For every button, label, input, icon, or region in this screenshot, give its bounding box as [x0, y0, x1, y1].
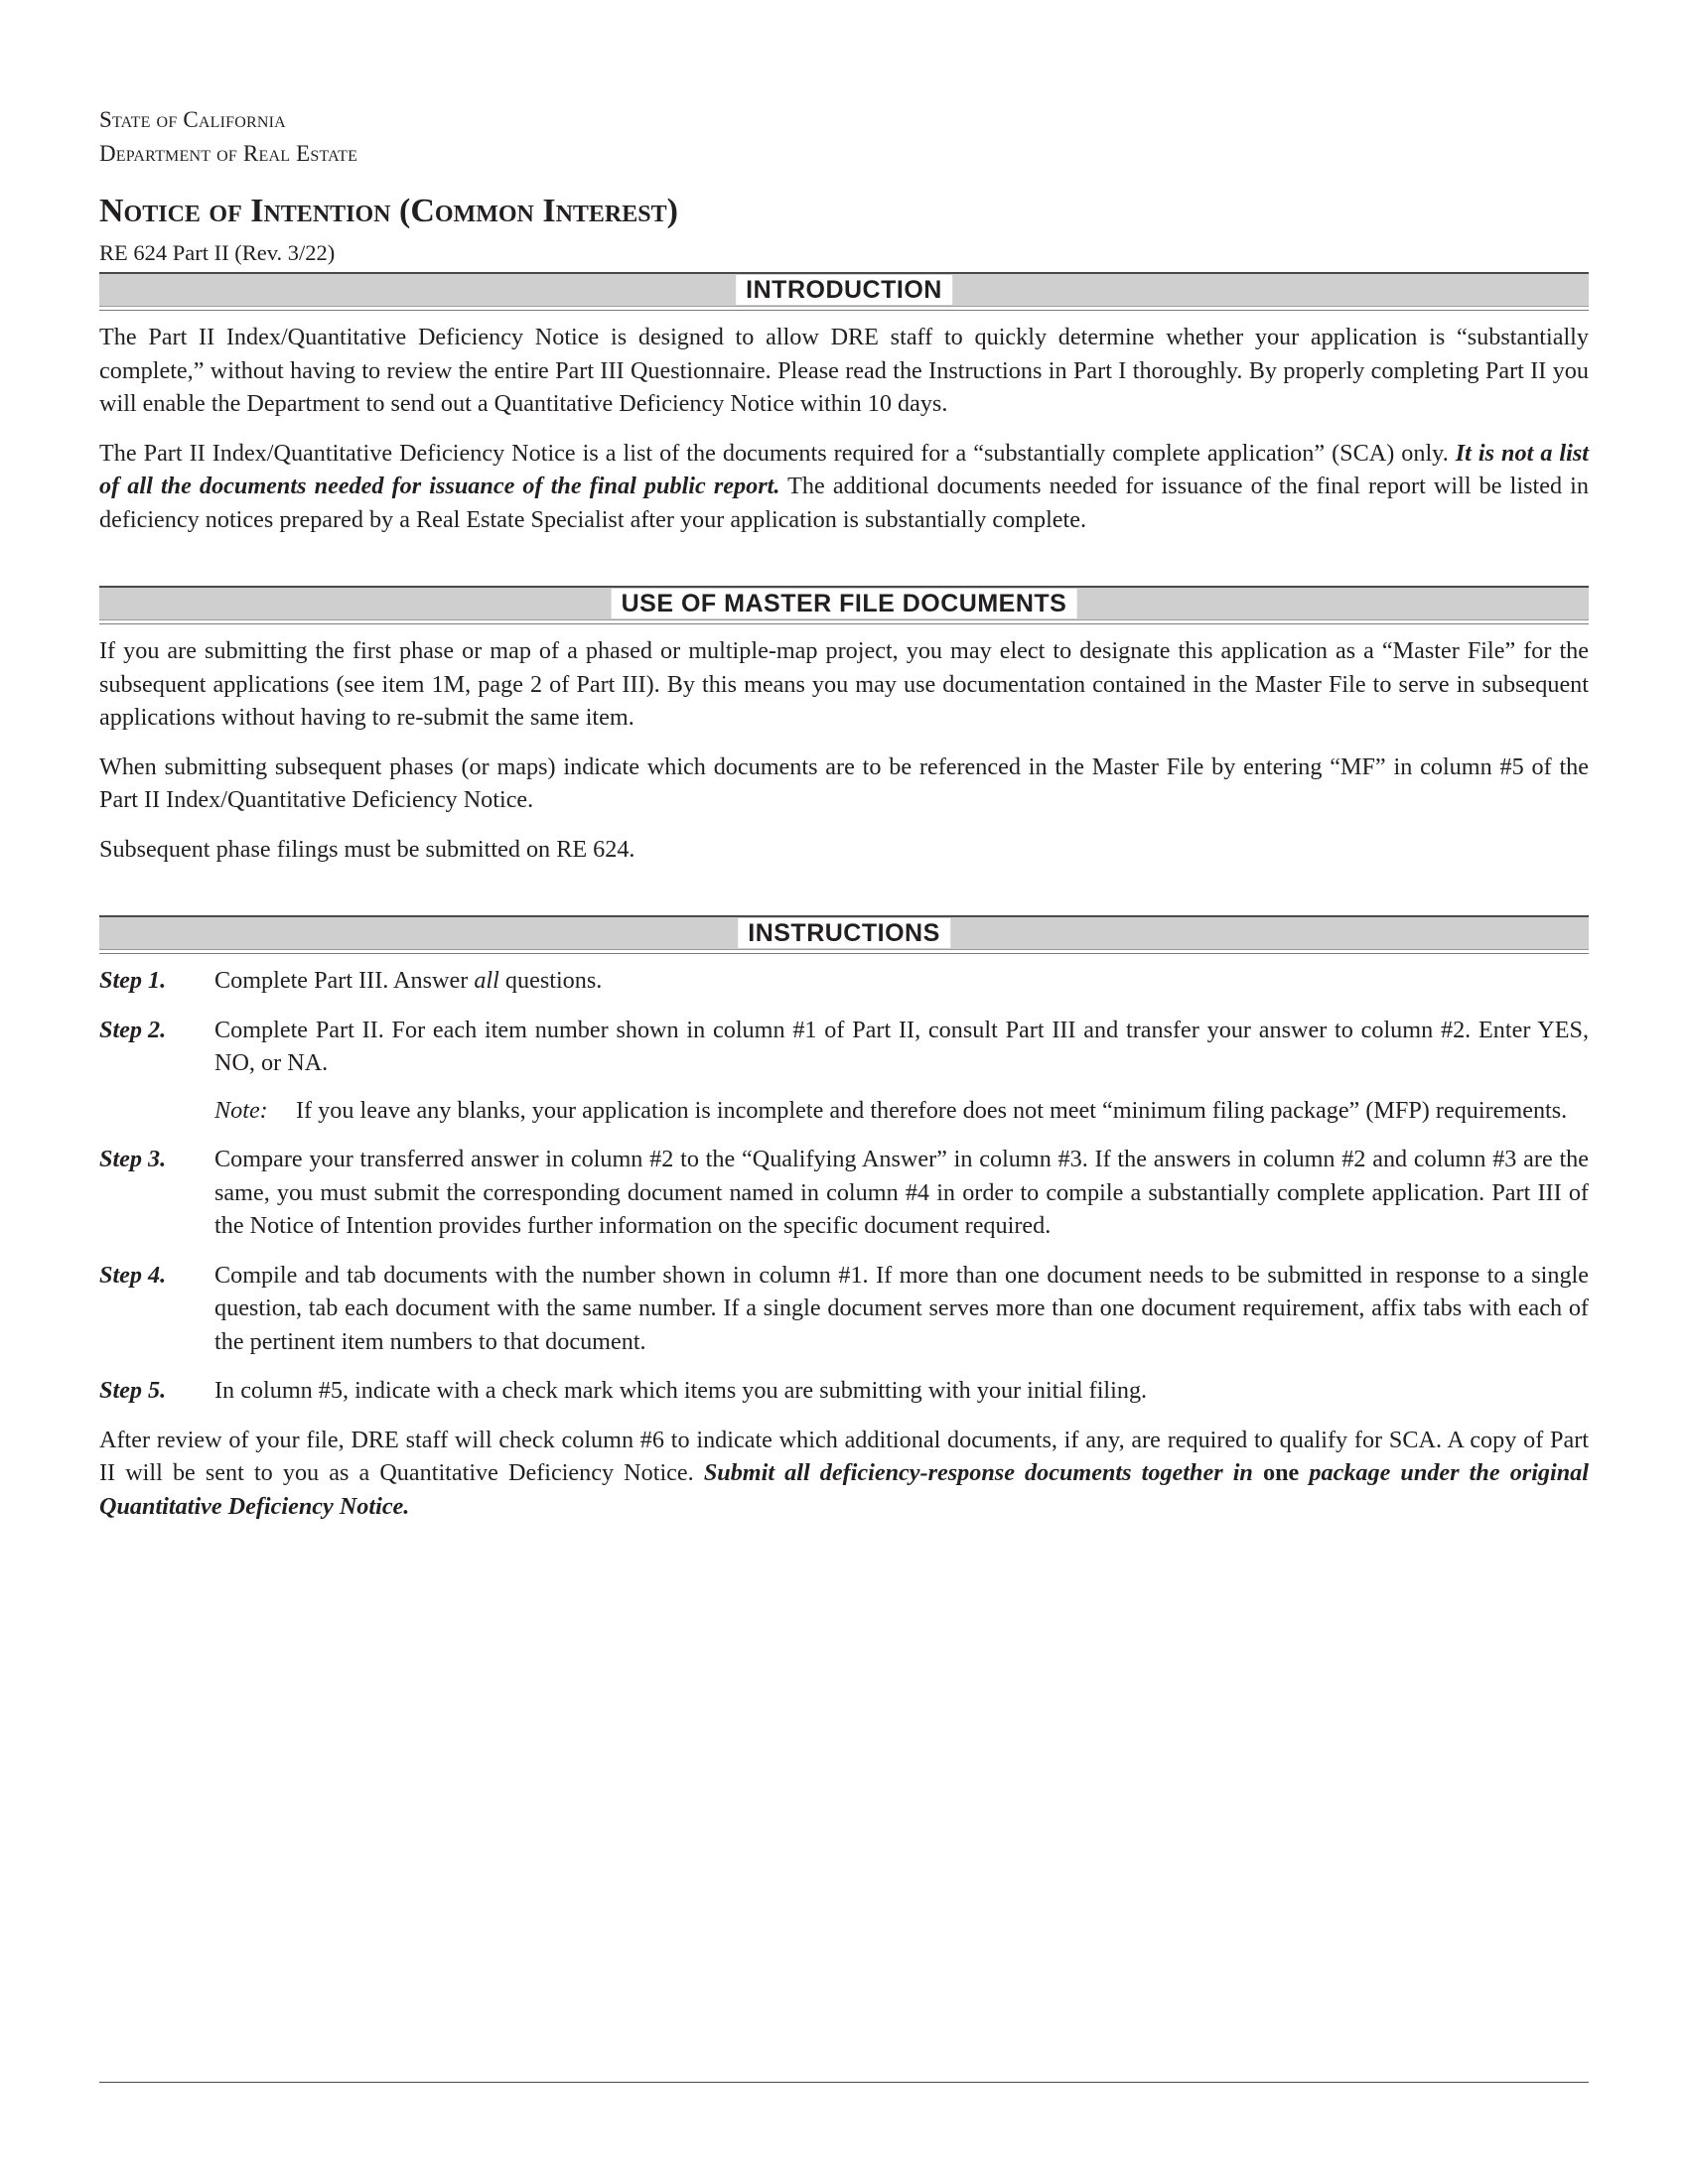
document-page [99, 103, 1589, 1523]
closing-bold-2: one [1263, 1459, 1300, 1486]
step-3-text: Compare your transferred answer in column #2 to the “Qualifying Answer” in column #3. If the answers in column #2 and column #3 are the same, you must submit the corresponding document named in column #4 in order to compile a substantially complete application. Part III of the Notice of Intention provides further information on the specific document required. [214, 1146, 1589, 1239]
step-2-note [214, 1094, 1589, 1128]
step-3-label: Step 3. [99, 1146, 167, 1172]
master-file-heading: USE OF MASTER FILE DOCUMENTS [612, 589, 1077, 618]
step-1-text-b: questions. [498, 967, 603, 994]
master-file-paragraph-3: Subsequent phase filings must be submitted on RE 624. [99, 835, 635, 863]
instructions-heading: INSTRUCTIONS [738, 918, 950, 948]
note-text: If you leave any blanks, your application is incomplete and therefore does not meet “minimum filing package” (MFP) requirements. [296, 1096, 1568, 1124]
step-5-label: Step 5. [99, 1377, 167, 1404]
step-2-text: Complete Part II. For each item number shown in column #1 of Part II, consult Part III and transfer your answer to column #2. Enter YES, NO, or NA. [214, 1016, 1589, 1076]
closing-bold-1: Submit all deficiency-response documents together in [703, 1459, 1253, 1486]
closing-paragraph [99, 1424, 1589, 1524]
master-file-paragraph-1: If you are submitting the first phase or map of a phased or multiple-map project, you may elect to designate this application as a “Master File” for the subsequent applications (see item 1M, page 2 of Part III). By this means you may use documentation contained in the Master File to serve in subsequent applications without having to re-submit the same item. [99, 637, 1589, 731]
department-name: Department of Real Estate [99, 141, 358, 166]
master-file-paragraph-2: When submitting subsequent phases (or maps) indicate which documents are to be referenced in the Master File by entering “MF” in column #5 of the Part II Index/Quantitative Deficiency Notice. [99, 752, 1589, 813]
intro-p2-start: The Part II Index/Quantitative Deficiency Notice is a list of the documents required for a “substantially complete application” (SCA) only. [99, 439, 1449, 467]
closing-bold-3: package under the original Quantitative Deficiency Notice. [99, 1459, 1589, 1520]
step-1-text-a: Complete Part III. Answer [214, 967, 475, 994]
master-file-heading-bar [99, 586, 1589, 620]
step-4-label: Step 4. [99, 1261, 167, 1289]
step-4 [99, 1259, 1589, 1359]
intro-p2-emphasis: It is not a list of all the documents needed for issuance of the final public report. [99, 439, 1590, 499]
intro-p2-end: The additional documents needed for issuance of the final report will be listed in deficiency notices prepared by a Real Estate Specialist after your application is substantially complete. [99, 473, 1589, 533]
page-title: Notice of Intention (Common Interest) [99, 193, 678, 229]
step-1-text [214, 964, 1589, 998]
step-3 [99, 1143, 1589, 1243]
form-number: RE 624 Part II (Rev. 3/22) [99, 240, 336, 265]
step-5-text: In column #5, indicate with a check mark which items you are submitting with your initial filing. [214, 1377, 1148, 1404]
introduction-heading-bar [99, 272, 1589, 307]
step-1-label: Step 1. [99, 967, 167, 994]
note-label: Note: [214, 1096, 268, 1124]
introduction-heading: INTRODUCTION [736, 275, 952, 305]
state-name: State of California [99, 107, 286, 132]
step-2 [99, 1014, 1589, 1080]
introduction-paragraph-2 [99, 437, 1589, 537]
step-1 [99, 964, 1589, 998]
step-5 [99, 1374, 1589, 1408]
step-2-label: Step 2. [99, 1016, 167, 1043]
step-1-emphasis: all [474, 967, 499, 994]
introduction-paragraph-1: The Part II Index/Quantitative Deficiency Notice is designed to allow DRE staff to quickly determine whether your application is “substantially complete,” without having to review the entire Part III Questionnaire. Please read the Instructions in Part I thoroughly. By properly completing Part II you will enable the Department to send out a Quantitative Deficiency Notice within 10 days. [99, 324, 1589, 417]
step-4-text: Compile and tab documents with the number shown in column #1. If more than one document needs to be submitted in response to a single question, tab each document with the same number. If a single document serves more than one document requirement, affix tabs with each of the pertinent item numbers to that document. [214, 1261, 1589, 1355]
closing-start: After review of your file, DRE staff will check column #6 to indicate which additional documents, if any, are required to qualify for SCA. A copy of Part II will be sent to you as a Quantitative Deficiency Notice. [99, 1426, 1589, 1486]
footer-rule [99, 2082, 1589, 2083]
instructions-heading-bar [99, 915, 1589, 950]
